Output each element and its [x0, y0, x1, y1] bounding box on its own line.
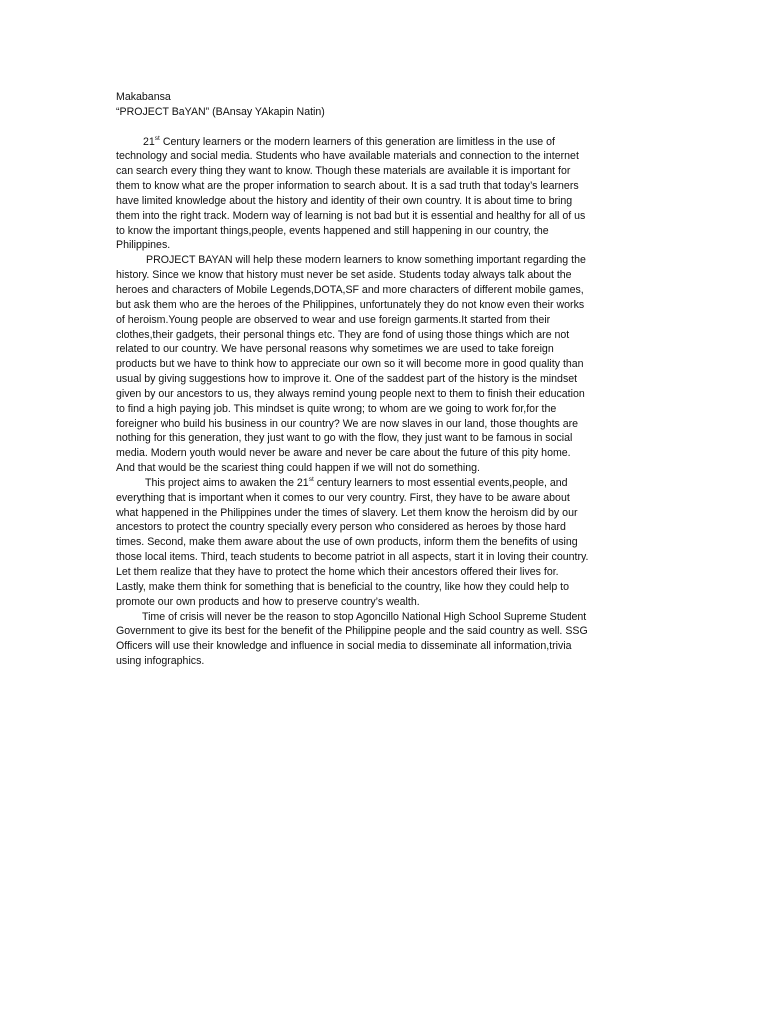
- paragraph-line: to find a high paying job. This mindset is quite wrong; to whom are we going to work for,for the: [116, 402, 557, 415]
- paragraph-line: of heroism.Young people are observed to wear and use foreign garments.It started from their: [116, 313, 551, 326]
- paragraph-line: them to know what are the proper information to search about. It is a sad truth that today’s learners: [116, 180, 579, 193]
- paragraph-project-bayan: [116, 253, 656, 476]
- paragraph-line: technology and social media. Students who have available materials and connection to the internet: [116, 150, 579, 163]
- paragraph-line: everything that is important when it comes to our very country. First, they have to be aware about: [116, 491, 570, 504]
- paragraph-line: Time of crisis will never be the reason to stop Agoncillo National High School Supreme Student: [142, 610, 587, 623]
- paragraph-line: promote our own products and how to preserve country’s wealth.: [116, 595, 420, 608]
- paragraph-line: given by our ancestors to us, they always remind young people next to them to finish their education: [116, 387, 585, 400]
- paragraph-line: to know the important things,people, events happened and still happening in our country, the: [116, 224, 549, 237]
- document-title: Makabansa: [116, 91, 171, 103]
- paragraph-line: clothes,their gadgets, their personal things etc. They are fond of using those things which are not: [116, 328, 570, 341]
- paragraph-line: times. Second, make them aware about the use of own products, inform them the benefits of using: [116, 536, 578, 549]
- paragraph-line: Let them realize that they have to protect the home which their ancestors offered their lives for.: [116, 566, 559, 578]
- paragraph-line: what happened in the Philippines under the times of slavery. Let them know the heroism did by our: [116, 506, 578, 519]
- paragraph-line: 21st Century learners or the modern learners of this generation are limitless in the use of: [143, 134, 555, 148]
- document-page: [116, 90, 656, 669]
- paragraph-line: can search every thing they want to know. Though these materials are available it is important for: [116, 165, 571, 178]
- paragraph-line: have limited knowledge about the history and identity of their own country. It is about time to bring: [116, 194, 573, 207]
- paragraph-line: heroes and characters of Mobile Legends,DOTA,SF and more characters of different mobile games,: [116, 283, 584, 296]
- paragraph-line: foreigner who build his business in our country? We are now slaves in our land, those thoughts are: [116, 417, 579, 430]
- paragraph-line: nothing for this generation, they just want to go with the flow, they just want to be famous in social: [116, 432, 573, 445]
- paragraph-line: those local items. Third, teach students to become patriot in all aspects, start it in loving their country.: [116, 551, 589, 564]
- paragraph-line: And that would be the scariest thing could happen if we will not do something.: [116, 462, 480, 475]
- paragraph-line: but ask them who are the heroes of the Philippines, unfortunately they do not know even their works: [116, 298, 585, 311]
- document-subtitle: “PROJECT BaYAN” (BAnsay YAkapin Natin): [116, 105, 325, 118]
- paragraph-time-of-crisis: [116, 610, 656, 669]
- paragraph-line: PROJECT BAYAN will help these modern learners to know something important regarding the: [146, 254, 586, 267]
- paragraph-line: Lastly, make them think for something that is beneficial to the country, like how they could help to: [116, 580, 570, 593]
- ordinal-number: 21: [143, 135, 155, 148]
- paragraph-line: usual by giving suggestions how to improve it. One of the saddest part of the history is the mindset: [116, 373, 578, 386]
- paragraph-line: Government to give its best for the benefit of the Philippine people and the said country as well. SSG: [116, 625, 588, 638]
- paragraph-line: Philippines.: [116, 239, 171, 252]
- paragraph-line: This project aims to awaken the 21st century learners to most essential events,people, and: [145, 475, 568, 489]
- paragraph-line: using infographics.: [116, 655, 205, 668]
- paragraph-line: history. Since we know that history must never be set aside. Students today always talk about the: [116, 269, 572, 282]
- paragraph-line: related to our country. We have personal reasons why sometimes we are used to take foreign: [116, 343, 554, 356]
- paragraph-project-aims: [116, 476, 656, 610]
- paragraph-intro: [116, 135, 656, 254]
- paragraph-line: ancestors to protect the country specially every person who considered as heroes by those hard: [116, 521, 566, 534]
- paragraph-line: them into the right track. Modern way of learning is not bad but it is essential and healthy for all of us: [116, 209, 586, 222]
- paragraph-line: media. Modern youth would never be aware and never be care about the future of this pity home.: [116, 447, 571, 460]
- ordinal-suffix: st: [308, 475, 314, 483]
- ordinal-suffix: st: [154, 134, 160, 142]
- paragraph-line: products but we have to think how to appreciate our own so it will become more in good quality than: [116, 358, 584, 371]
- paragraph-line: Officers will use their knowledge and influence in social media to disseminate all information,trivia: [116, 640, 572, 653]
- blank-line: [116, 120, 656, 135]
